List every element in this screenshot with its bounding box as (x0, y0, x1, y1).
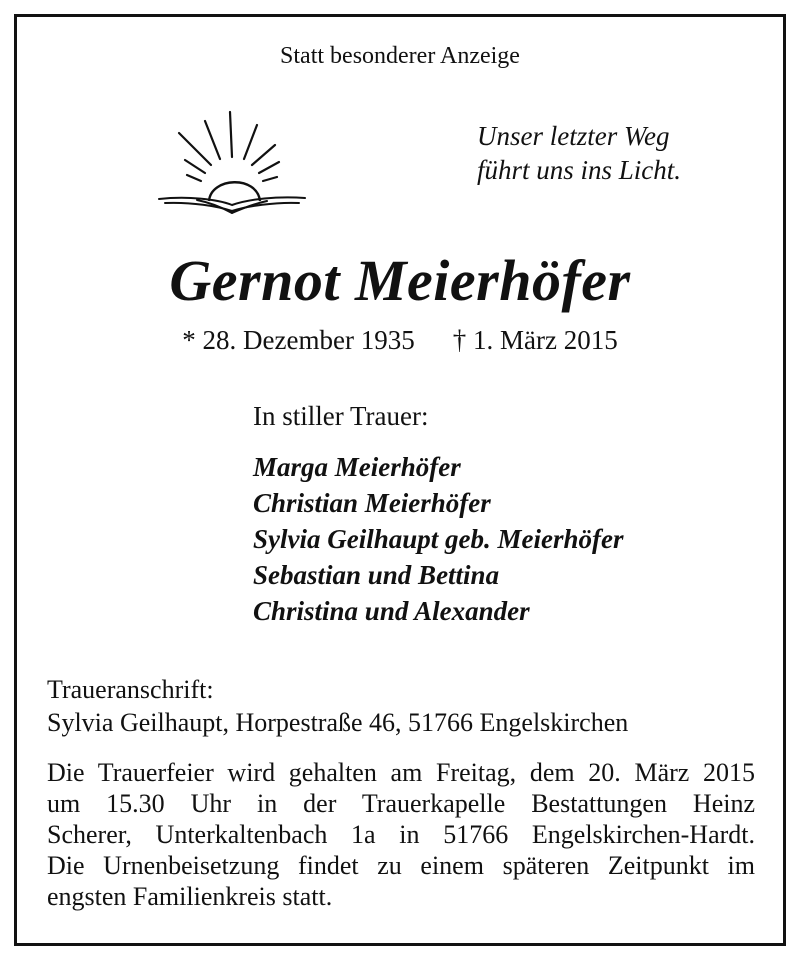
ceremony-line: engsten Familienkreis statt. (47, 882, 333, 911)
address-label: Traueranschrift: (47, 675, 214, 704)
obituary-notice (14, 14, 786, 946)
birth-date: * 28. Dezember 1935 (182, 325, 415, 355)
family-member: Christian Meierhöfer (253, 488, 491, 518)
ceremony-line: um 15.30 Uhr in der Trauerkapelle Bestattungen Heinz (47, 789, 755, 818)
mourning-label: In stiller Trauer: (253, 401, 429, 431)
ceremony-line: Die Urnenbeisetzung findet zu einem späteren Zeitpunkt im (47, 851, 755, 880)
deceased-name: Gernot Meierhöfer (169, 248, 631, 313)
mourning-address (47, 673, 628, 739)
top-note: Statt besonderer Anzeige (280, 43, 520, 69)
motto-line: Unser letzter Weg (477, 121, 670, 151)
address-text: Sylvia Geilhaupt, Horpestraße 46, 51766 Engelskirchen (47, 708, 629, 737)
family-member: Marga Meierhöfer (253, 452, 461, 482)
ceremony-info (47, 757, 755, 912)
family-member: Christina und Alexander (253, 596, 530, 626)
family-member: Sebastian und Bettina (253, 560, 500, 590)
rising-sun-icon (157, 107, 307, 215)
motto (477, 119, 681, 187)
death-date: † 1. März 2015 (452, 325, 618, 355)
motto-line: führt uns ins Licht. (477, 155, 682, 185)
ceremony-line: Die Trauerfeier wird gehalten am Freitag, dem 20. März 2015 (47, 758, 755, 787)
ceremony-line: Scherer, Unterkaltenbach 1a in 51766 Engelskirchen-Hardt. (47, 820, 755, 849)
life-dates (17, 325, 783, 356)
family-member: Sylvia Geilhaupt geb. Meierhöfer (253, 524, 624, 554)
family-list (253, 449, 623, 629)
